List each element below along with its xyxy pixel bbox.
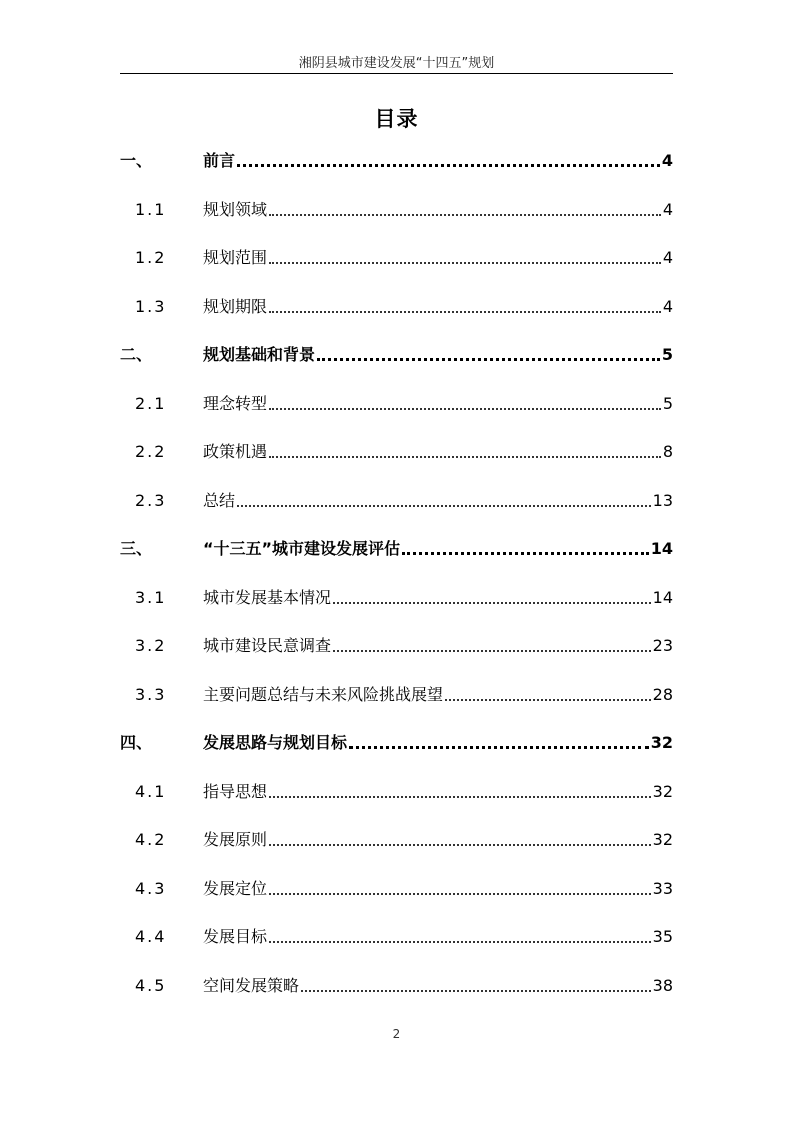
toc-dot-leader bbox=[317, 358, 660, 361]
toc-entry-number: 3.1 bbox=[135, 587, 167, 607]
toc-entry-page: 4 bbox=[662, 248, 673, 267]
toc-entry-title: 发展定位 bbox=[203, 878, 268, 898]
toc-entry[interactable] bbox=[120, 582, 673, 608]
toc-entry[interactable] bbox=[120, 145, 673, 171]
toc-entry[interactable] bbox=[120, 727, 673, 753]
toc-entry-page: 4 bbox=[661, 151, 673, 170]
toc-entry-title: 发展目标 bbox=[203, 927, 268, 946]
toc-entry-number: 4.2 bbox=[135, 830, 167, 849]
toc-entry-page: 4 bbox=[662, 296, 673, 316]
toc-dot-leader bbox=[333, 602, 651, 604]
toc-entry-page: 23 bbox=[652, 636, 673, 655]
toc-entry-number: 二、 bbox=[120, 345, 153, 364]
toc-dot-leader bbox=[269, 408, 661, 410]
toc-entry-title: 规划领域 bbox=[203, 199, 268, 219]
toc-entry[interactable] bbox=[120, 533, 673, 559]
toc-entry-page: 5 bbox=[661, 345, 673, 364]
toc-entry-number: 4.1 bbox=[135, 781, 167, 801]
toc-entry-title: 城市建设民意调查 bbox=[203, 636, 332, 655]
toc-dot-leader bbox=[402, 552, 649, 555]
toc-title: 目录 bbox=[374, 107, 419, 131]
toc-entry-page: 8 bbox=[662, 442, 673, 461]
toc-entry-number: 3.2 bbox=[135, 636, 167, 655]
toc-entry-number: 1.2 bbox=[135, 248, 167, 267]
toc-entry-number: 4.5 bbox=[135, 975, 167, 995]
toc-entry[interactable] bbox=[120, 679, 673, 705]
toc-dot-leader bbox=[269, 262, 661, 264]
toc-entry-title: 空间发展策略 bbox=[203, 975, 300, 995]
toc-dot-leader bbox=[269, 893, 651, 895]
toc-entry[interactable] bbox=[120, 921, 673, 947]
toc-entry-title: 发展原则 bbox=[203, 830, 268, 849]
toc-entry-number: 三、 bbox=[120, 539, 153, 558]
toc-dot-leader bbox=[269, 456, 661, 458]
toc-dot-leader bbox=[333, 650, 651, 652]
toc-dot-leader bbox=[301, 990, 651, 992]
toc-entry-number: 2.1 bbox=[135, 393, 167, 413]
toc-dot-leader bbox=[237, 505, 651, 507]
toc-entry-title: 规划范围 bbox=[203, 248, 268, 267]
toc-dot-leader bbox=[269, 844, 651, 846]
toc-entry-number: 一、 bbox=[120, 151, 153, 170]
toc-entry-title: 规划期限 bbox=[203, 296, 268, 316]
toc-entry-page: 35 bbox=[652, 927, 673, 946]
toc-dot-leader bbox=[269, 214, 661, 216]
toc-entry[interactable] bbox=[120, 970, 673, 996]
toc-entry-page: 28 bbox=[652, 684, 673, 704]
toc-entry-page: 32 bbox=[650, 733, 673, 752]
toc-entry[interactable] bbox=[120, 873, 673, 899]
toc-entry-number: 4.3 bbox=[135, 878, 167, 898]
toc-entry-page: 32 bbox=[652, 781, 673, 801]
toc-entry-title: 指导思想 bbox=[203, 781, 268, 801]
running-header: 湘阴县城市建设发展“十四五”规划 bbox=[298, 56, 495, 71]
toc-entry[interactable] bbox=[120, 339, 673, 365]
toc-entry[interactable] bbox=[120, 242, 673, 268]
toc-entry-page: 14 bbox=[652, 587, 673, 607]
toc-dot-leader bbox=[237, 164, 660, 167]
toc-entry-title: “十三五”城市建设发展评估 bbox=[203, 539, 401, 558]
toc-entry[interactable] bbox=[120, 388, 673, 414]
toc-entry-page: 4 bbox=[662, 199, 673, 219]
toc-entry-title: 理念转型 bbox=[203, 393, 268, 413]
toc-entry-page: 14 bbox=[650, 539, 673, 558]
toc-dot-leader bbox=[269, 796, 651, 798]
toc-entry-title: 规划基础和背景 bbox=[203, 345, 316, 364]
toc-entry-title: 总结 bbox=[203, 490, 236, 510]
toc-entry-page: 13 bbox=[652, 490, 673, 510]
toc-entry[interactable] bbox=[120, 485, 673, 511]
toc-entry-title: 城市发展基本情况 bbox=[203, 587, 332, 607]
toc-entry-number: 3.3 bbox=[135, 684, 167, 704]
toc-entry[interactable] bbox=[120, 776, 673, 802]
toc-entry[interactable] bbox=[120, 630, 673, 656]
toc-entry[interactable] bbox=[120, 291, 673, 317]
toc-entry-number: 2.2 bbox=[135, 442, 167, 461]
toc-dot-leader bbox=[445, 699, 651, 701]
toc-entry-title: 前言 bbox=[203, 151, 236, 170]
toc-entry[interactable] bbox=[120, 824, 673, 850]
toc-dot-leader bbox=[349, 746, 649, 749]
toc-entry-number: 2.3 bbox=[135, 490, 167, 510]
page-number: 2 bbox=[392, 1027, 401, 1041]
toc-entry[interactable] bbox=[120, 436, 673, 462]
toc-entry-title: 主要问题总结与未来风险挑战展望 bbox=[203, 684, 444, 704]
toc-entry-number: 4.4 bbox=[135, 927, 167, 946]
toc-entry-page: 5 bbox=[662, 393, 673, 413]
toc-entry-page: 38 bbox=[652, 975, 673, 995]
toc-entry-page: 33 bbox=[652, 878, 673, 898]
toc-entry-title: 发展思路与规划目标 bbox=[203, 733, 348, 752]
toc-entry-number: 1.1 bbox=[135, 199, 167, 219]
toc-entry-number: 1.3 bbox=[135, 296, 167, 316]
toc-dot-leader bbox=[269, 311, 661, 313]
toc-entry[interactable] bbox=[120, 194, 673, 220]
toc-entry-title: 政策机遇 bbox=[203, 442, 268, 461]
toc-dot-leader bbox=[269, 941, 651, 943]
toc-entry-page: 32 bbox=[652, 830, 673, 849]
toc-entry-number: 四、 bbox=[120, 733, 153, 752]
